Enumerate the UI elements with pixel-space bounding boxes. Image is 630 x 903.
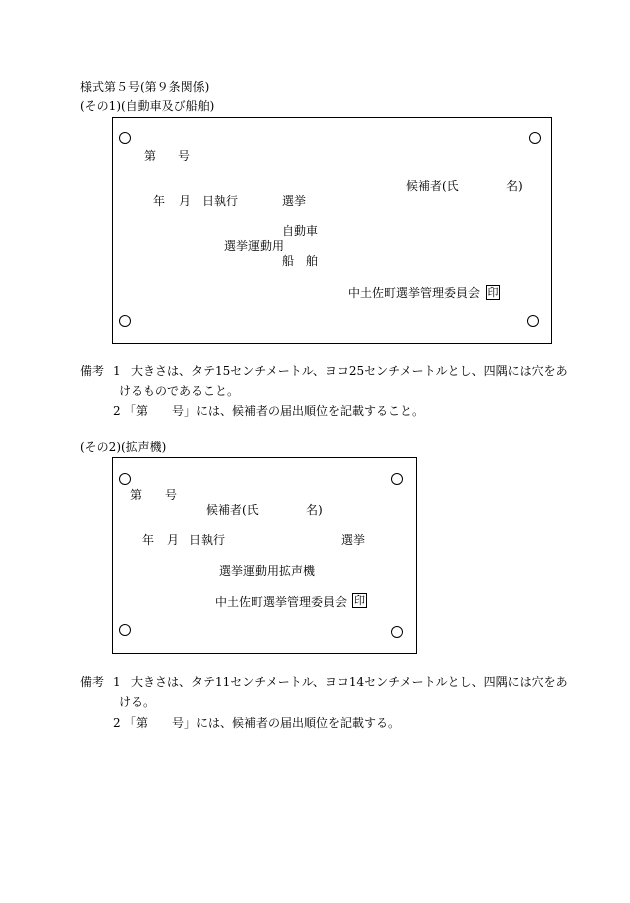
issuer-name: 中土佐町選挙管理委員会 bbox=[215, 595, 348, 609]
vehicle-car: 自動車 bbox=[282, 224, 319, 238]
seal-stamp: 印 bbox=[487, 286, 499, 299]
number-dai: 第 bbox=[130, 488, 143, 502]
punch-hole-icon bbox=[391, 473, 403, 485]
punch-hole-icon bbox=[119, 624, 131, 636]
note-number: 1 bbox=[113, 364, 121, 378]
form-title: 様式第５号(第９条関係) bbox=[80, 80, 210, 94]
candidate-name-prefix: 候補者(氏 bbox=[406, 179, 459, 193]
note-number: 2 bbox=[113, 716, 121, 730]
candidate-name-suffix: 名) bbox=[306, 503, 323, 517]
note-text: 「第 号」には、候補者の届出順位を記載する。 bbox=[124, 716, 401, 730]
note-text-continued: ける。 bbox=[119, 695, 156, 709]
note-number: 1 bbox=[113, 675, 121, 689]
note-number: 2 bbox=[113, 404, 121, 418]
date-month: 月 bbox=[167, 533, 180, 547]
punch-hole-icon bbox=[119, 132, 131, 144]
notes-label: 備考 bbox=[80, 364, 105, 378]
punch-hole-icon bbox=[119, 315, 131, 327]
date-year: 年 bbox=[142, 533, 155, 547]
note-text: 大きさは、タテ11センチメートル、ヨコ14センチメートルとし、四隅には穴をあ bbox=[131, 675, 568, 689]
date-year: 年 bbox=[153, 194, 166, 208]
punch-hole-icon bbox=[119, 473, 131, 485]
candidate-name-suffix: 名) bbox=[506, 179, 523, 193]
election-label: 選挙 bbox=[341, 533, 366, 547]
number-dai: 第 bbox=[144, 149, 157, 163]
election-label: 選挙 bbox=[282, 194, 307, 208]
punch-hole-icon bbox=[529, 132, 541, 144]
number-go: 号 bbox=[165, 488, 178, 502]
issuer-name: 中土佐町選挙管理委員会 bbox=[348, 286, 481, 300]
note-text-continued: けるものであること。 bbox=[119, 384, 240, 398]
date-day-execution: 日執行 bbox=[202, 194, 239, 208]
note-text: 大きさは、タテ15センチメートル、ヨコ25センチメートルとし、四隅には穴をあ bbox=[131, 364, 568, 378]
punch-hole-icon bbox=[391, 626, 403, 638]
notes-label: 備考 bbox=[80, 675, 105, 689]
candidate-name-prefix: 候補者(氏 bbox=[206, 503, 259, 517]
part1-heading: (その1)(自動車及び船舶) bbox=[80, 99, 215, 113]
part2-heading: (その2)(拡声機) bbox=[80, 440, 167, 454]
seal-stamp: 印 bbox=[354, 594, 365, 607]
date-day-execution: 日執行 bbox=[189, 533, 226, 547]
campaign-use: 選挙運動用 bbox=[224, 239, 285, 253]
punch-hole-icon bbox=[527, 315, 539, 327]
sign-card-vehicle bbox=[112, 117, 552, 344]
loudspeaker-label: 選挙運動用拡声機 bbox=[219, 564, 316, 578]
number-go: 号 bbox=[178, 149, 191, 163]
sign-card-loudspeaker bbox=[112, 457, 417, 654]
date-month: 月 bbox=[179, 194, 192, 208]
note-text: 「第 号」には、候補者の届出順位を記載すること。 bbox=[124, 404, 425, 418]
vehicle-ship: 船 舶 bbox=[282, 254, 319, 268]
